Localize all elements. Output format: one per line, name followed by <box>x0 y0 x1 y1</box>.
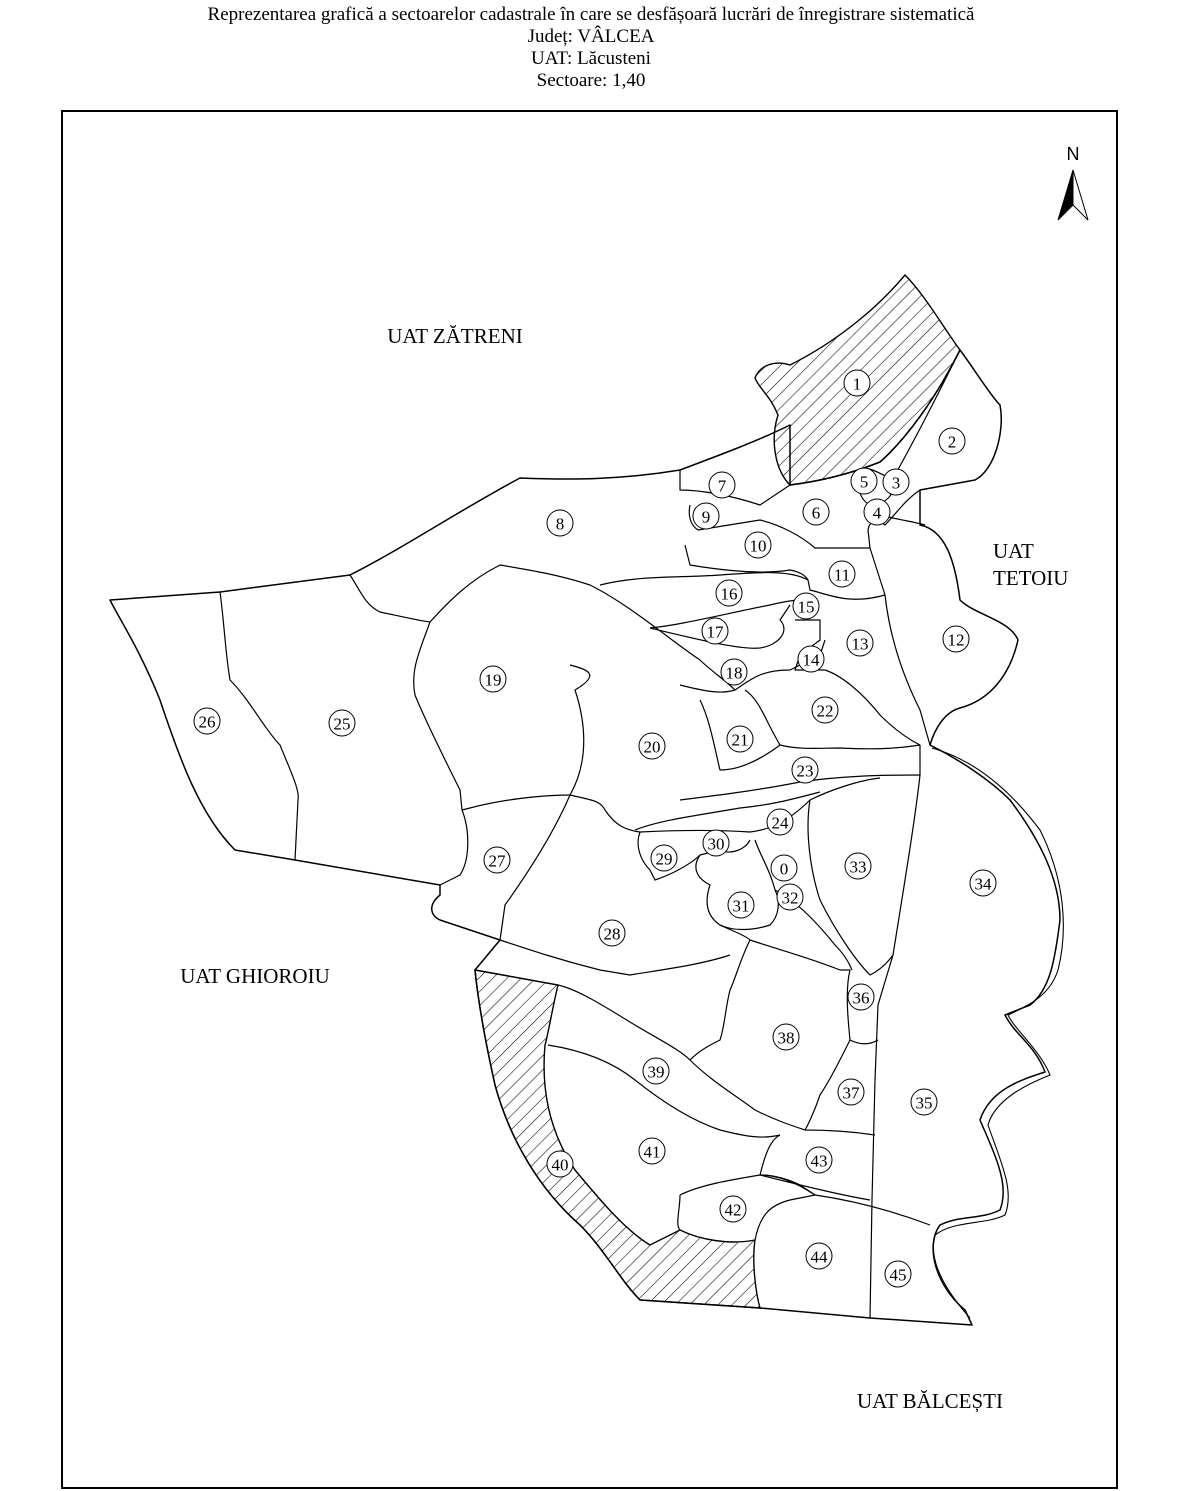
sector-label-text: 12 <box>947 630 965 650</box>
sector-label-text: 9 <box>701 507 711 527</box>
sector-label-42 <box>720 1196 746 1222</box>
uat-label: UAT: Lăcusteni <box>531 48 651 69</box>
sector-label-36 <box>848 984 874 1010</box>
river-east <box>932 748 1063 1318</box>
sector-label-40 <box>547 1151 573 1177</box>
sector-label-23 <box>792 757 818 783</box>
sector-label-21 <box>727 726 753 752</box>
sector-lines <box>220 350 960 1318</box>
sector-label-14 <box>798 646 824 672</box>
north-arrow-icon <box>1058 144 1088 220</box>
sector-label-text: 45 <box>889 1265 907 1285</box>
sector-label-1 <box>844 370 870 396</box>
sector-label-text: 3 <box>891 473 901 493</box>
sector-label-text: 27 <box>488 851 506 871</box>
sector-label-31 <box>728 892 754 918</box>
sector-label-text: 32 <box>781 888 799 908</box>
sectors-label: Sectoare: 1,40 <box>536 70 646 91</box>
sector-label-text: 6 <box>811 503 821 523</box>
sector-label-text: 11 <box>833 565 851 585</box>
sector-label-8 <box>547 510 573 536</box>
sector-label-text: 0 <box>779 859 789 879</box>
sector-label-11 <box>829 561 855 587</box>
sector-40-area <box>475 970 760 1308</box>
neighbor-west-label: UAT GHIOROIU <box>180 964 330 988</box>
sector-label-41 <box>639 1138 665 1164</box>
sector-label-35 <box>911 1089 937 1115</box>
sector-label-25 <box>329 710 355 736</box>
sector-label-text: 22 <box>816 701 834 721</box>
sector-label-27 <box>484 847 510 873</box>
sector-label-text: 19 <box>484 670 502 690</box>
sector-label-text: 29 <box>655 849 673 869</box>
sector-label-text: 37 <box>842 1083 860 1103</box>
sector-label-20 <box>639 733 665 759</box>
sector-label-19 <box>480 666 506 692</box>
sector-label-26 <box>194 708 220 734</box>
sector-label-text: 44 <box>810 1247 828 1267</box>
sector-label-3 <box>883 469 909 495</box>
sector-labels <box>194 370 996 1287</box>
sector-label-text: 38 <box>777 1028 795 1048</box>
north-label: N <box>1066 144 1080 164</box>
sector-label-7 <box>709 472 735 498</box>
sector-label-13 <box>847 630 873 656</box>
sector-label-text: 8 <box>555 514 565 534</box>
sector-label-text: 21 <box>731 730 749 750</box>
sector-label-text: 33 <box>849 857 867 877</box>
sector-label-text: 43 <box>810 1151 828 1171</box>
sector-label-32 <box>777 884 803 910</box>
sector-label-16 <box>716 580 742 606</box>
sector-label-38 <box>773 1024 799 1050</box>
sector-label-18 <box>721 659 747 685</box>
sector-label-text: 25 <box>333 714 351 734</box>
sector-label-10 <box>745 532 771 558</box>
sector-label-text: 39 <box>647 1062 665 1082</box>
sector-label-43 <box>806 1147 832 1173</box>
sector-label-text: 42 <box>724 1200 742 1220</box>
sector-label-text: 20 <box>643 737 661 757</box>
sector-label-text: 1 <box>852 374 862 394</box>
sector-label-text: 31 <box>732 896 750 916</box>
sector-label-45 <box>885 1261 911 1287</box>
sector-label-44 <box>806 1243 832 1269</box>
sector-label-29 <box>651 845 677 871</box>
sector-label-17 <box>702 618 728 644</box>
sector-label-text: 10 <box>749 536 767 556</box>
sector-label-5 <box>851 468 877 494</box>
sector-label-text: 40 <box>551 1155 569 1175</box>
sector-label-34 <box>970 870 996 896</box>
sector-label-text: 41 <box>643 1142 661 1162</box>
neighbor-north-label: UAT ZĂTRENI <box>387 324 523 348</box>
sector-label-0 <box>771 855 797 881</box>
sector-label-15 <box>793 593 819 619</box>
neighbor-east-label-line1: UAT <box>993 539 1034 563</box>
sector-label-4 <box>864 499 890 525</box>
sector-label-text: 7 <box>717 476 727 496</box>
sector-label-33 <box>845 853 871 879</box>
map-title: Reprezentarea grafică a sectoarelor cadastrale în care se desfășoară lucrări de înregistrare sistematică <box>207 4 975 25</box>
sector-label-text: 4 <box>872 503 882 523</box>
sector-label-text: 16 <box>720 584 738 604</box>
sector-label-text: 13 <box>851 634 869 654</box>
sector-label-text: 23 <box>796 761 814 781</box>
sector-label-9 <box>693 503 719 529</box>
sector-label-text: 15 <box>797 597 815 617</box>
sector-label-12 <box>943 626 969 652</box>
county-label: Județ: VÂLCEA <box>527 26 655 47</box>
sector-label-text: 26 <box>198 712 216 732</box>
sector-label-text: 2 <box>947 432 957 452</box>
sector-label-text: 24 <box>771 813 789 833</box>
sector-label-39 <box>643 1058 669 1084</box>
sector-label-28 <box>599 920 625 946</box>
sector-label-6 <box>803 499 829 525</box>
neighbor-east-label-line2: TETOIU <box>993 566 1069 590</box>
sector-label-22 <box>812 697 838 723</box>
neighbor-south-label: UAT BĂLCEȘTI <box>856 1389 1004 1413</box>
sector-label-text: 36 <box>852 988 870 1008</box>
sector-label-text: 30 <box>707 834 725 854</box>
sector-label-text: 17 <box>706 622 724 642</box>
sector-label-text: 14 <box>802 650 820 670</box>
sector-label-text: 28 <box>603 924 621 944</box>
sector-label-text: 18 <box>725 663 743 683</box>
sector-label-30 <box>703 830 729 856</box>
sector-label-text: 34 <box>974 874 992 894</box>
commune-boundary <box>110 350 1060 1325</box>
sector-label-24 <box>767 809 793 835</box>
sector-label-2 <box>939 428 965 454</box>
sector-label-text: 35 <box>915 1093 933 1113</box>
sector-label-37 <box>838 1079 864 1105</box>
sector-label-text: 5 <box>859 472 869 492</box>
